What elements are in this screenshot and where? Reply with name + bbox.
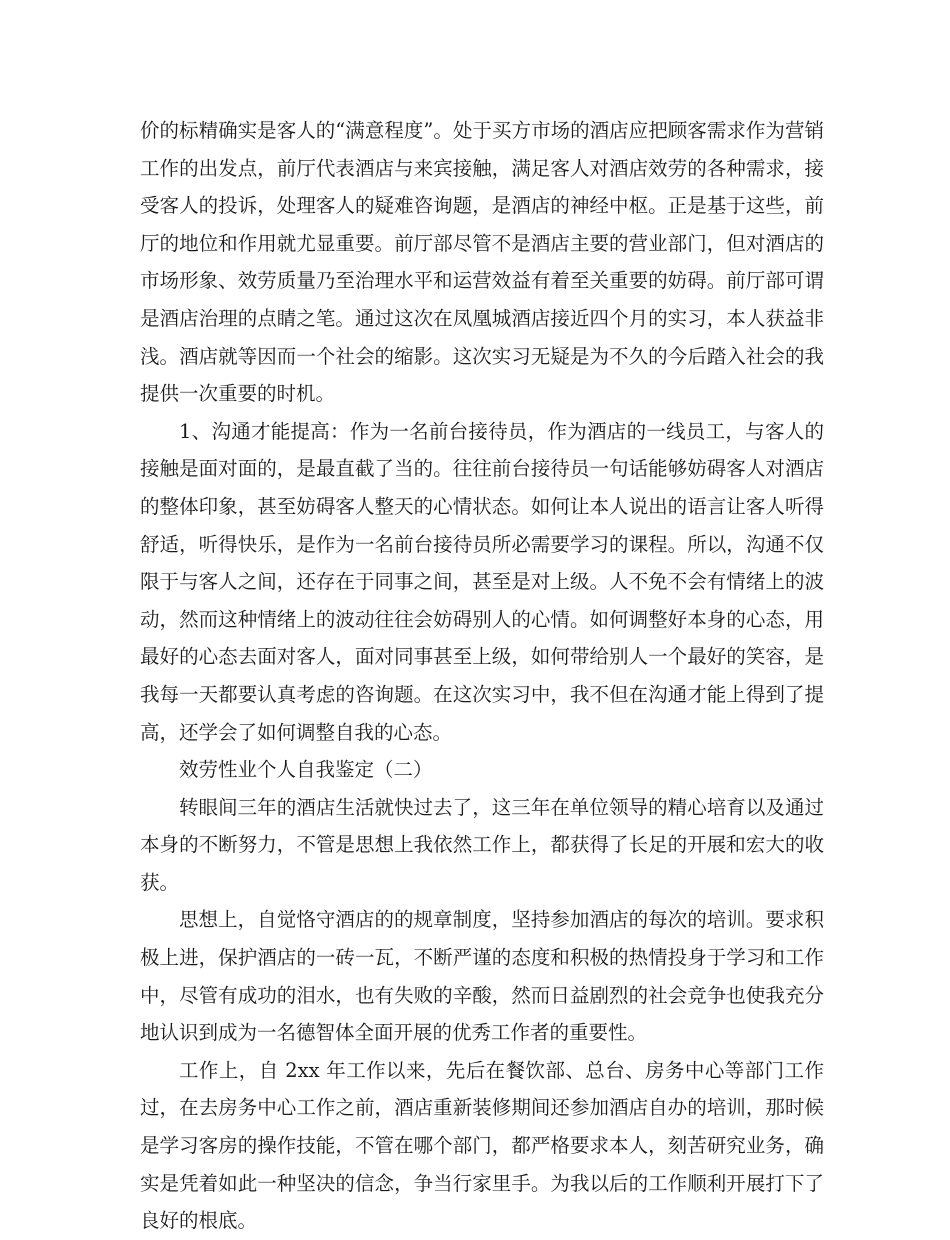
paragraph-3: 转眼间三年的酒店生活就快过去了，这三年在单位领导的精心培育以及通过本身的不断努力，不管是思想上我依然工作上，都获得了长足的开展和宏大的收获。 bbox=[140, 795, 824, 894]
section-heading: 效劳性业个人自我鉴定（二） bbox=[179, 758, 433, 782]
paragraph-5: 工作上，自 2xx 年工作以来，先后在餐饮部、总台、房务中心等部门工作过，在去房务中心工作之前，酒店重新装修期间还参加酒店自办的培训，那时候是学习客房的操作技能，不管在哪个部门，都严格要求本人，刻苦研究业务，确实是凭着如此一种坚决的信念，争当行家里手。为我以后的工作顺利开展打下了良好的根底。 bbox=[140, 1058, 824, 1233]
document-body bbox=[140, 112, 824, 1240]
paragraph-1: 价的标精确实是客人的“满意程度”。处于买方市场的酒店应把顾客需求作为营销工作的出发点，前厅代表酒店与来宾接触，满足客人对酒店效劳的各种需求，接受客人的投诉，处理客人的疑难咨询题，是酒店的神经中枢。正是基于这些，前厅的地位和作用就尤显重要。前厅部尽管不是酒店主要的营业部门，但对酒店的市场形象、效劳质量乃至治理水平和运营效益有着至关重要的妨碍。前厅部可谓是酒店治理的点睛之笔。通过这次在凤凰城酒店接近四个月的实习，本人获益非浅。酒店就等因而一个社会的缩影。这次实习无疑是为不久的今后踏入社会的我提供一次重要的时机。 bbox=[140, 119, 824, 406]
paragraph-4: 思想上，自觉恪守酒店的的规章制度，坚持参加酒店的每次的培训。要求积极上进，保护酒店的一砖一瓦，不断严谨的态度和积极的热情投身于学习和工作中，尽管有成功的泪水，也有失败的辛酸，然而日益剧烈的社会竞争也使我充分地认识到成为一名德智体全面开展的优秀工作者的重要性。 bbox=[140, 908, 824, 1045]
paragraph-2: 1、沟通才能提高：作为一名前台接待员，作为酒店的一线员工，与客人的接触是面对面的，是最直截了当的。往往前台接待员一句话能够妨碍客人对酒店的整体印象，甚至妨碍客人整天的心情状态。如何让本人说出的语言让客人听得舒适，听得快乐，是作为一名前台接待员所必需要学习的课程。所以，沟通不仅限于与客人之间，还存在于同事之间，甚至是对上级。人不免不会有情绪上的波动，然而这种情绪上的波动往往会妨碍别人的心情。如何调整好本身的心态，用最好的心态去面对客人，面对同事甚至上级，如何带给别人一个最好的笑容，是我每一天都要认真考虑的咨询题。在这次实习中，我不但在沟通才能上得到了提高，还学会了如何调整自我的心态。 bbox=[140, 419, 824, 744]
